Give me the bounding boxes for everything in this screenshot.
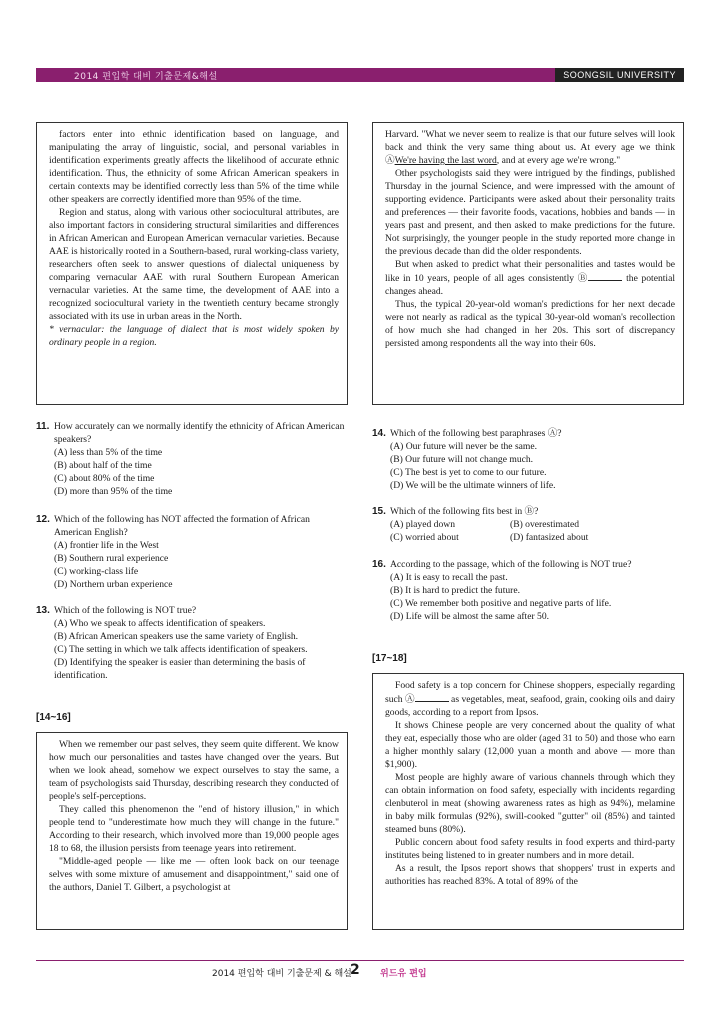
header-university: SOONGSIL UNIVERSITY [555, 68, 684, 82]
option[interactable]: (B) It is hard to predict the future. [390, 585, 521, 596]
passage-paragraph: Region and status, along with various other sociocultural attributes, are also important factors in considering structural similarities and differences in African American and European American vernacular varieties. Because AAE is historically rooted in a Southern-based, rural working-class variety, researchers often seek to answer questions of dialectal uniqueness by comparing vernacular AAE with rural Southern European American vernacular varieties. At the same time, the development of AAE into a recognized sociocultural variety in the twentieth century became strongly associated with its use in urban areas in the North. [49, 207, 339, 322]
question-number: 15. [372, 506, 386, 517]
passage-paragraph: Thus, the typical 20-year-old woman's predictions for her next decade were not nearly as radical as the typical 30-year-old woman's recollection of how much she had changed in her 20s. This sort of discrepancy persisted among respondents all the way into their 60s. [385, 299, 675, 349]
passage-paragraph: factors enter into ethnic identification based on language, and manipulating the array of linguistic, social, and personal variables in identification experiments greatly affects the likelihood of accurate ethnic identification. Thus, the ethnicity of some African American speakers in certain contexts may be identified correctly less than 5% of the time while other speakers are correctly identified more than 95% of the time. [49, 129, 339, 205]
passage-paragraph: Most people are highly aware of various channels through which they can obtain information on food safety, especially with incidents regarding clenbuterol in meat (showing awareness rates as high as 94%), melamine in baby milk formulas (92%), swill-cooked "gutter" oil (85%) and tainted steamed buns (80%). [385, 772, 675, 835]
passage-box-continued [372, 122, 684, 405]
option[interactable]: (D) We will be the ultimate winners of life. [390, 480, 556, 491]
question-number: 14. [372, 428, 386, 439]
question-stem: According to the passage, which of the following is NOT true? [390, 559, 632, 570]
option[interactable]: (C) worried about [390, 532, 459, 543]
option[interactable]: (A) played down [390, 519, 456, 530]
section-label-14-16: [14~16] [36, 712, 71, 723]
passage-paragraph: Other psychologists said they were intrigued by the findings, published Thursday in the journal Science, and were impressed with the amount of supporting evidence. Participants were asked about their personality traits and preferences — their favorite foods, vacations, hobbies and bands — in years past and present, and then asked to make predictions for the future. Not surprisingly, the younger people in the study reported more change in the previous decade than did the older respondents. [385, 168, 675, 257]
question-13 [36, 604, 348, 682]
option[interactable]: (B) Southern rural experience [54, 553, 169, 564]
option[interactable]: (A) frontier life in the West [54, 540, 159, 551]
option[interactable]: (B) Our future will not change much. [390, 454, 534, 465]
marker-b: Ⓑ [577, 273, 589, 284]
question-number: 11. [36, 421, 50, 432]
passage-paragraph: They called this phenomenon the "end of history illusion," in which people tend to "underestimate how much they will change in the future." According to their research, which involved more than 19,000 people ages 18 to 68, the illusion persists from teenage years into retirement. [49, 804, 339, 854]
marker-a: Ⓐ [405, 694, 415, 705]
option[interactable]: (B) about half of the time [54, 460, 152, 471]
option[interactable]: (D) Identifying the speaker is easier than determining the basis of identification. [54, 657, 306, 681]
footer-brand: 위드유 편입 [380, 969, 427, 979]
option[interactable]: (A) Our future will never be the same. [390, 441, 538, 452]
question-11 [36, 420, 348, 498]
footer-divider [36, 960, 684, 961]
question-number: 12. [36, 514, 50, 525]
option[interactable]: (C) working-class life [54, 566, 139, 577]
passage-paragraph: But when asked to predict what their personalities and tastes would be like in 10 years, people of all ages consistently Ⓑ the potential changes ahead. [385, 259, 676, 297]
option[interactable]: (D) Northern urban experience [54, 579, 173, 590]
question-stem: Which of the following is NOT true? [54, 605, 197, 616]
question-number: 16. [372, 559, 386, 570]
underlined-phrase: We're having the last word [394, 155, 497, 166]
passage-paragraph: It shows Chinese people are very concerned about the quality of what they eat, especially those who are older (aged 31 to 50) and those who earn a higher monthly salary (12,000 yuan a month and above — more than $1,900). [385, 720, 675, 770]
passage-paragraph: As a result, the Ipsos report shows that shoppers' trust in experts and authorities has reached 83%. A total of 89% of the [385, 863, 675, 887]
option[interactable]: (A) It is easy to recall the past. [390, 572, 508, 583]
page-number: 2 [350, 962, 360, 978]
question-stem: Which of the following has NOT affected the formation of African American English? [54, 514, 310, 538]
question-14 [372, 427, 684, 492]
footer-title: 2014 편입학 대비 기출문제 & 해설 [212, 969, 352, 979]
option[interactable]: (C) about 80% of the time [54, 473, 155, 484]
question-stem: How accurately can we normally identify the ethnicity of African American speakers? [54, 421, 345, 445]
answer-blank [588, 271, 622, 281]
section-label-17-18: [17~18] [372, 653, 407, 664]
option[interactable]: (D) more than 95% of the time [54, 486, 173, 497]
option[interactable]: (C) The setting in which we talk affects identification of speakers. [54, 644, 308, 655]
option[interactable]: (C) We remember both positive and negative parts of life. [390, 598, 612, 609]
option[interactable]: (B) overestimated [510, 519, 579, 530]
answer-blank [415, 692, 449, 702]
question-stem: Which of the following fits best in Ⓑ? [390, 506, 539, 517]
option[interactable]: (C) The best is yet to come to our future. [390, 467, 547, 478]
passage-paragraph: When we remember our past selves, they seem quite different. We know how much our personalities and tastes have changed over the years. But when we look ahead, somehow we expect ourselves to stay the same, a team of psychologists said Thursday, describing research they conducted of people's self-perceptions. [49, 739, 339, 802]
question-15 [372, 505, 684, 544]
footnote: * vernacular: the language of dialect that is most widely spoken by ordinary people in a region. [49, 324, 339, 348]
header-bar [36, 68, 684, 82]
question-stem: Which of the following best paraphrases Ⓐ? [390, 428, 562, 439]
question-16 [372, 558, 684, 623]
passage-box-aae [36, 122, 348, 405]
header-left-title: 2014 편입학 대비 기출문제&해설 [74, 71, 218, 82]
passage-paragraph: Public concern about food safety results in food experts and third-party institutes being listened to in greater numbers and in more detail. [385, 837, 675, 861]
passage-paragraph: Harvard. "What we never seem to realize is that our future selves will look back and think the very same thing about us. At every age we think ⒶWe're having the last word, and at every age we're wrong." [385, 129, 675, 166]
passage-paragraph: "Middle-aged people — like me — often look back on our teenage selves with some mixture of amusement and disappointment," said one of the authors, Daniel T. Gilbert, a psychologist at [49, 856, 339, 893]
option[interactable]: (A) less than 5% of the time [54, 447, 163, 458]
question-12 [36, 513, 348, 591]
passage-box-food-safety [372, 673, 684, 930]
option[interactable]: (A) Who we speak to affects identification of speakers. [54, 618, 266, 629]
option[interactable]: (D) fantasized about [510, 532, 589, 543]
passage-paragraph: Food safety is a top concern for Chinese shoppers, especially regarding such Ⓐ as vegetables, meat, seafood, grain, cooking oils and dairy goods, according to a report from Ipsos. [385, 680, 676, 718]
option[interactable]: (D) Life will be almost the same after 50. [390, 611, 550, 622]
marker-a: Ⓐ [385, 155, 395, 166]
option[interactable]: (B) African American speakers use the same variety of English. [54, 631, 299, 642]
passage-box-end-of-history [36, 732, 348, 930]
question-number: 13. [36, 605, 50, 616]
